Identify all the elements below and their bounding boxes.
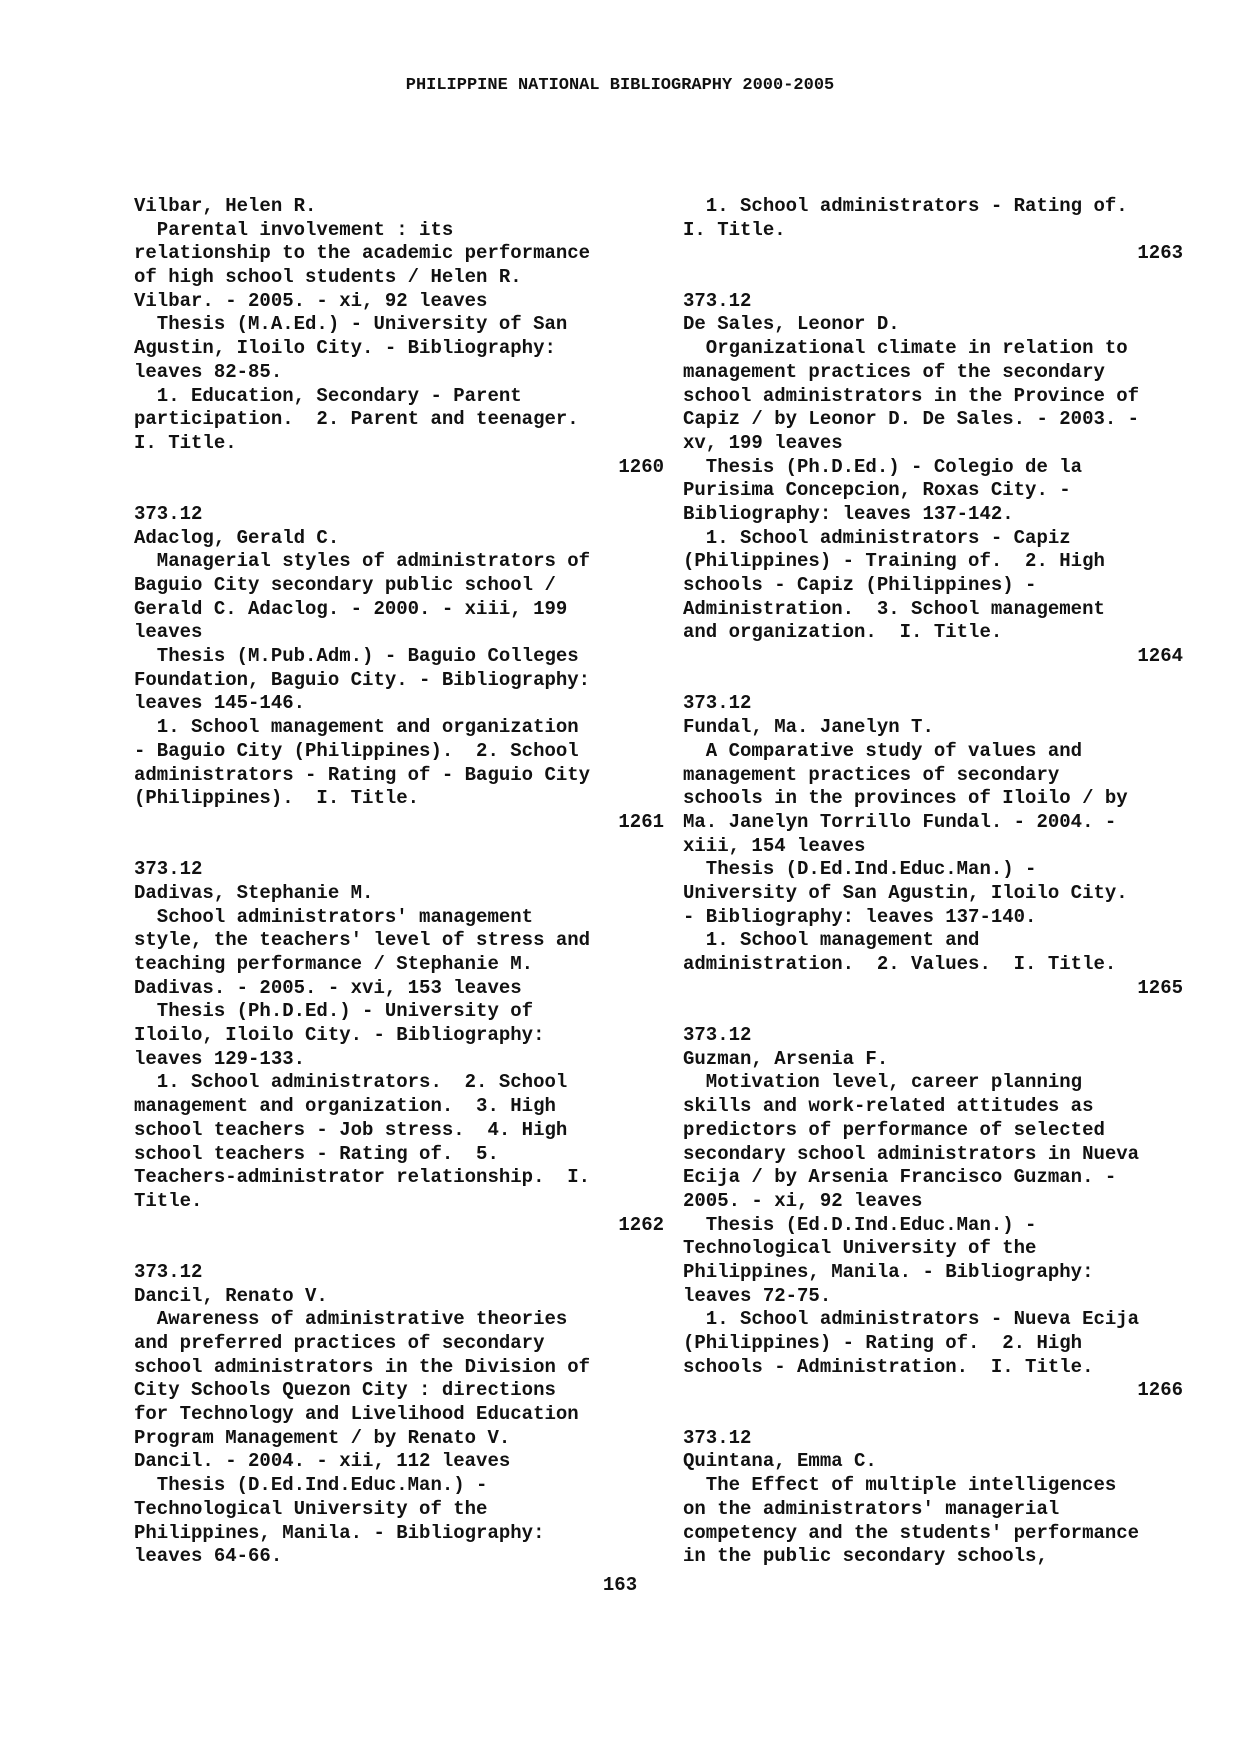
entry-text-line: 1. School administrators - Rating of.: [683, 195, 1128, 217]
entry-text-line: schools - Administration. I. Title.: [683, 1355, 1094, 1378]
entry-text-line: 1. School administrators - Capiz: [683, 526, 1071, 549]
entry-text-line: The Effect of multiple intelligences: [683, 1474, 1117, 1497]
entry-text-line: Quintana, Emma C.: [683, 1450, 877, 1473]
blank-line: [134, 1237, 664, 1261]
call-number: 373.12: [683, 289, 752, 312]
entry-text-line: Purisima Concepcion, Roxas City. -: [683, 479, 1071, 502]
entry-text-line: University of San Agustin, Iloilo City.: [683, 881, 1128, 904]
page-number: 163: [602, 1574, 638, 1596]
left-column: [134, 195, 664, 1569]
entry-text-line: xiii, 154 leaves: [683, 834, 866, 857]
call-number: 373.12: [134, 1260, 203, 1283]
entry-text-line: Teachers-administrator relationship. I.: [134, 1166, 591, 1189]
entry-text-line: 1. School administrators. 2. School: [134, 1071, 568, 1094]
entry-text-line: administration. 2. Values. I. Title.: [683, 953, 1117, 975]
entry-text-line: xv, 199 leaves: [683, 431, 843, 454]
entry-text-line: Foundation, Baguio City. - Bibliography:: [134, 668, 591, 691]
entry-text-line: skills and work-related attitudes as: [683, 1095, 1094, 1118]
entry-text-line: leaves: [134, 621, 203, 644]
entry-text-line: for Technology and Livelihood Education: [134, 1403, 579, 1426]
entry-text-line: Administration. 3. School management: [683, 597, 1105, 620]
entry-text-line: style, the teachers' level of stress and: [134, 929, 591, 952]
entry-text-line: on the administrators' managerial: [683, 1497, 1060, 1520]
entry-text-line: 1. School management and: [683, 929, 980, 952]
entry-text-line: management practices of the secondary: [683, 360, 1105, 383]
entry-text-line: Fundal, Ma. Janelyn T.: [683, 716, 934, 739]
blank-line: [683, 1000, 1183, 1024]
entry-number: 1265: [1137, 976, 1183, 999]
entry-text-line: Baguio City secondary public school /: [134, 574, 556, 596]
entry-text-line: and organization. I. Title.: [683, 621, 1003, 644]
entry-text-line: Thesis (D.Ed.Ind.Educ.Man.) -: [134, 1474, 488, 1497]
entry-text-line: leaves 82-85.: [134, 360, 283, 383]
entry-text-line: (Philippines) - Training of. 2. High: [683, 550, 1105, 573]
entry-text-line: Thesis (Ed.D.Ind.Educ.Man.) -: [683, 1213, 1037, 1236]
entry-text-line: Philippines, Manila. - Bibliography:: [134, 1521, 545, 1544]
entry-text-line: Philippines, Manila. - Bibliography:: [683, 1260, 1094, 1283]
entry-text-line: Managerial styles of administrators of: [134, 550, 591, 573]
entry-text-line: leaves 129-133.: [134, 1047, 306, 1070]
entry-text-line: Vilbar. - 2005. - xi, 92 leaves: [134, 289, 488, 312]
entry-text-line: A Comparative study of values and: [683, 739, 1083, 762]
entry-number: 1266: [1137, 1379, 1183, 1402]
entry-text-line: relationship to the academic performance: [134, 242, 591, 265]
entry-text-line: of high school students / Helen R.: [134, 266, 522, 289]
entry-text-line: Dancil. - 2004. - xii, 112 leaves: [134, 1450, 511, 1473]
blank-line: [134, 479, 664, 503]
entry-text-line: 1. School management and organization: [134, 716, 579, 739]
entry-text-line: Dadivas. - 2005. - xvi, 153 leaves: [134, 976, 522, 999]
entry-text-line: Thesis (M.Pub.Adm.) - Baguio Colleges: [134, 645, 579, 668]
blank-line: [683, 266, 1183, 290]
entry-text-line: Thesis (D.Ed.Ind.Educ.Man.) -: [683, 858, 1037, 881]
entry-text-line: Capiz / by Leonor D. De Sales. - 2003. -: [683, 408, 1140, 431]
page-header: PHILIPPINE NATIONAL BIBLIOGRAPHY 2000-2005: [405, 76, 835, 95]
entry-text-line: Thesis (M.A.Ed.) - University of San: [134, 313, 568, 336]
entry-text-line: Program Management / by Renato V.: [134, 1426, 511, 1449]
entry-number: 1262: [618, 1213, 664, 1236]
entry-text-line: Thesis (Ph.D.Ed.) - University of: [134, 1000, 534, 1023]
entry-text-line: schools in the provinces of Iloilo / by: [683, 787, 1128, 810]
call-number: 373.12: [134, 858, 203, 881]
entry-text-line: Motivation level, career planning: [683, 1071, 1083, 1094]
entry-text-line: Dancil, Renato V.: [134, 1284, 328, 1307]
entry-text-line: Adaclog, Gerald C.: [134, 526, 340, 549]
entry-text-line: management and organization. 3. High: [134, 1095, 556, 1118]
entry-text-line: Gerald C. Adaclog. - 2000. - xiii, 199: [134, 597, 568, 620]
entry-text-line: predictors of performance of selected: [683, 1118, 1105, 1141]
entry-text-line: City Schools Quezon City : directions: [134, 1379, 556, 1402]
entry-text-line: Vilbar, Helen R.: [134, 195, 317, 217]
blank-line: [683, 669, 1183, 693]
entry-text-line: School administrators' management: [134, 905, 534, 928]
entry-text-line: Ecija / by Arsenia Francisco Guzman. -: [683, 1166, 1117, 1189]
entry-text-line: teaching performance / Stephanie M.: [134, 953, 534, 975]
entry-text-line: Bibliography: leaves 137-142.: [683, 502, 1014, 525]
entry-number: 1263: [1137, 242, 1183, 265]
entry-text-line: Technological University of the: [134, 1497, 488, 1520]
entry-text-line: leaves 72-75.: [683, 1284, 832, 1307]
entry-text-line: 1. Education, Secondary - Parent: [134, 384, 522, 407]
entry-number: 1260: [618, 455, 664, 478]
call-number: 373.12: [683, 692, 752, 715]
entry-text-line: administrators - Rating of - Baguio City: [134, 763, 591, 786]
call-number: 373.12: [134, 502, 203, 525]
entry-text-line: in the public secondary schools,: [683, 1545, 1048, 1568]
entry-text-line: leaves 145-146.: [134, 692, 306, 715]
entry-text-line: Agustin, Iloilo City. - Bibliography:: [134, 337, 556, 360]
right-column: [683, 195, 1183, 1569]
entry-text-line: Technological University of the: [683, 1237, 1037, 1260]
entry-text-line: I. Title.: [683, 218, 786, 241]
entry-text-line: De Sales, Leonor D.: [683, 313, 900, 336]
entry-text-line: school teachers - Job stress. 4. High: [134, 1118, 568, 1141]
entry-text-line: Ma. Janelyn Torrillo Fundal. - 2004. -: [683, 810, 1117, 833]
entry-text-line: Dadivas, Stephanie M.: [134, 881, 374, 904]
call-number: 373.12: [683, 1024, 752, 1047]
call-number: 373.12: [683, 1426, 752, 1449]
entry-text-line: 1. School administrators - Nueva Ecija: [683, 1308, 1140, 1331]
entry-text-line: Organizational climate in relation to: [683, 337, 1128, 360]
entry-text-line: leaves 64-66.: [134, 1545, 283, 1568]
entry-text-line: participation. 2. Parent and teenager.: [134, 408, 579, 431]
entry-text-line: school administrators in the Division of: [134, 1355, 591, 1378]
entry-text-line: and preferred practices of secondary: [134, 1332, 545, 1354]
entry-number: 1261: [618, 810, 664, 833]
entry-text-line: Parental involvement : its: [134, 218, 454, 241]
entry-text-line: I. Title.: [134, 431, 237, 454]
entry-text-line: - Baguio City (Philippines). 2. School: [134, 739, 579, 762]
entry-text-line: - Bibliography: leaves 137-140.: [683, 905, 1037, 928]
entry-text-line: school administrators in the Province of: [683, 384, 1140, 407]
entry-text-line: Title.: [134, 1189, 203, 1212]
entry-text-line: Thesis (Ph.D.Ed.) - Colegio de la: [683, 455, 1083, 478]
entry-text-line: Awareness of administrative theories: [134, 1308, 568, 1331]
entry-text-line: school teachers - Rating of. 5.: [134, 1142, 499, 1165]
entry-text-line: management practices of secondary: [683, 763, 1060, 786]
entry-number: 1264: [1137, 645, 1183, 668]
entry-text-line: Iloilo, Iloilo City. - Bibliography:: [134, 1024, 545, 1047]
blank-line: [134, 835, 664, 859]
entry-text-line: 2005. - xi, 92 leaves: [683, 1189, 923, 1212]
entry-text-line: (Philippines). I. Title.: [134, 787, 420, 810]
blank-line: [683, 1403, 1183, 1427]
entry-text-line: (Philippines) - Rating of. 2. High: [683, 1332, 1083, 1354]
entry-text-line: schools - Capiz (Philippines) -: [683, 574, 1037, 596]
entry-text-line: competency and the students' performance: [683, 1521, 1140, 1544]
entry-text-line: secondary school administrators in Nueva: [683, 1142, 1140, 1165]
entry-text-line: Guzman, Arsenia F.: [683, 1047, 889, 1070]
